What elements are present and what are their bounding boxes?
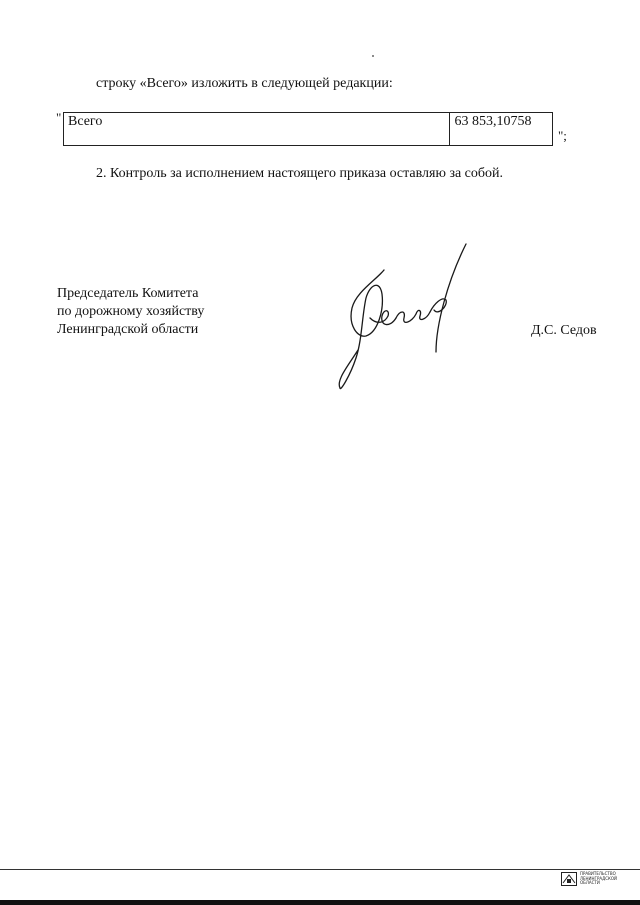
row-value: 63 853,10758 [450, 113, 553, 146]
handwritten-signature [326, 240, 476, 400]
closing-quote: "; [558, 128, 567, 143]
opening-quote: " [56, 110, 62, 125]
table-row [64, 113, 553, 146]
scan-edge-bar [0, 900, 640, 905]
position-line: Ленинградской области [57, 322, 199, 337]
signatory-position [57, 285, 204, 339]
government-logo-text: ПРАВИТЕЛЬСТВО ЛЕНИНГРАДСКОЙ ОБЛАСТИ [580, 871, 618, 885]
intro-paragraph: строку «Всего» изложить в следующей редакции: [96, 76, 393, 91]
position-line: Председатель Комитета [57, 286, 199, 301]
row-label: Всего [64, 113, 450, 146]
footer-divider [0, 869, 640, 870]
totals-table [63, 112, 553, 146]
government-emblem-icon [561, 872, 577, 886]
control-paragraph: 2. Контроль за исполнением настоящего приказа оставляю за собой. [96, 166, 504, 181]
position-line: по дорожному хозяйству [57, 304, 205, 319]
signatory-name: Д.С. Седов [531, 323, 597, 338]
scan-speck [372, 55, 374, 57]
